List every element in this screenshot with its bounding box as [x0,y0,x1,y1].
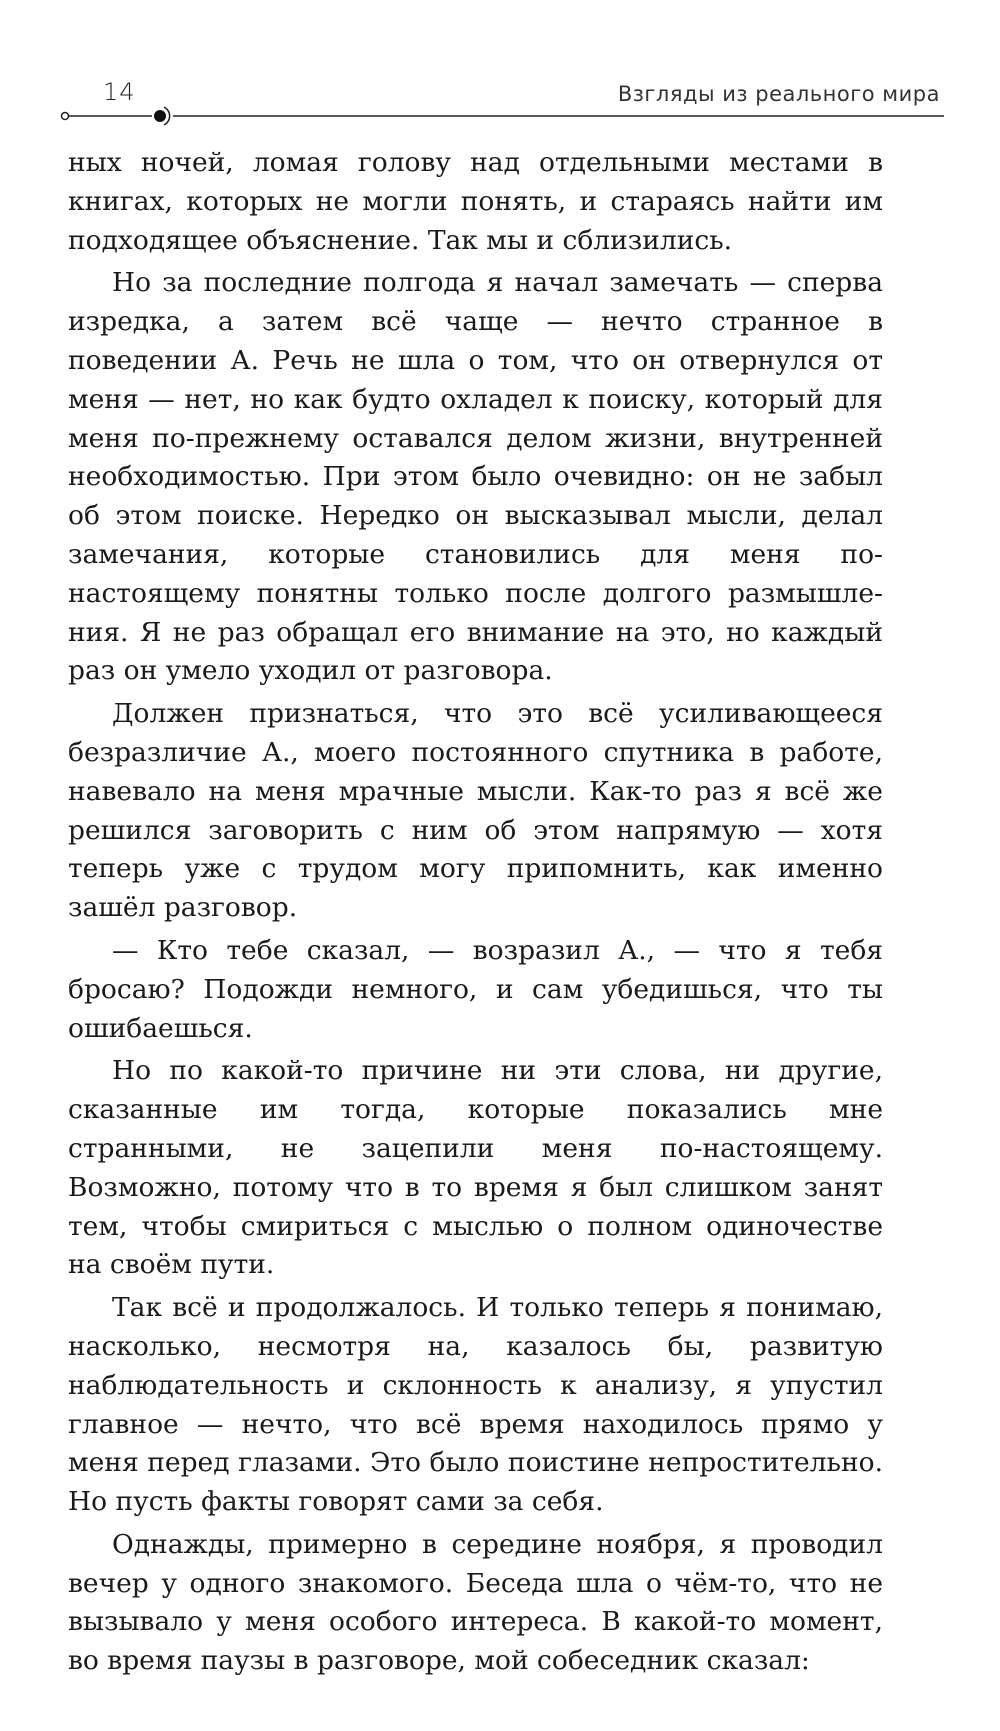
ornament-dot [154,110,166,122]
paragraph-6: Так всё и продолжалось. И только теперь я понимаю, насколько, несмотря на, казалось бы, развитую наблюдательность и склонность к анализу, я упустил главное — нечто, что всё время находилось прямо у меня перед глазами. Это было поистине непростительно. Но пусть факты говорят сами за себя. [68,1292,883,1518]
page-number: 14 [103,78,136,106]
running-title: Взгляды из реального мира [617,82,940,106]
ornament-small-circle [62,113,69,120]
paragraph-4: — Кто тебе сказал, — возразил А., — что я тебя бросаю? Подожди немного, и сам убедишься, что ты ошибаешься. [68,934,883,1044]
paragraph-7: Однажды, примерно в середине ноября, я проводил вечер у одного знакомого. Беседа шла о чём-то, что не вызывало у меня особого интереса. В какой-то момент, во время паузы в разговоре, мой собеседник сказал: [68,1528,883,1677]
paragraph-5: Но по какой-то причине ни эти слова, ни другие, сказанные им тогда, которые показались мне странными, не зацепили меня по-настоящему. Возможно, потому что в то время я был слишком занят тем, чтобы смириться с мыслью о полном одиночестве на своём пути. [68,1055,883,1281]
header-ornament-rule [60,104,944,128]
paragraph-3: Должен признаться, что это всё усиливающееся безразличие А., моего постоянного спутника в работе, навевало на меня мрачные мысли. Как-то раз я всё же решился заговорить с ним об этом напрямую — хотя теперь уже с трудом могу припомнить, как именно зашёл разговор. [68,698,883,924]
paragraph-2: Но за последние полгода я начал замечать — сперва изредка, а затем всё чаще — нечто странное в поведении А. Речь не шла о том, что он отвернулся от меня — нет, но как будто охладел к поиску, который для меня по-прежнему оставался делом жизни, внутренней необходимостью. При этом было очевидно: он не забыл об этом поиске. Нередко он высказывал мысли, делал замечания, которые становились для меня по-настоящему понятны только после долгого размышления. Я не раз обращал его внимание на это, но каждый раз он умело уходил от разговора. [68,267,883,687]
body-text [68,144,883,1685]
paragraph-1: ных ночей, ломая голову над отдельными местами в книгах, которых не могли понять, и стараясь найти им подходящее объяснение. Так мы и сблизились. [68,147,883,256]
page-header [60,78,944,126]
